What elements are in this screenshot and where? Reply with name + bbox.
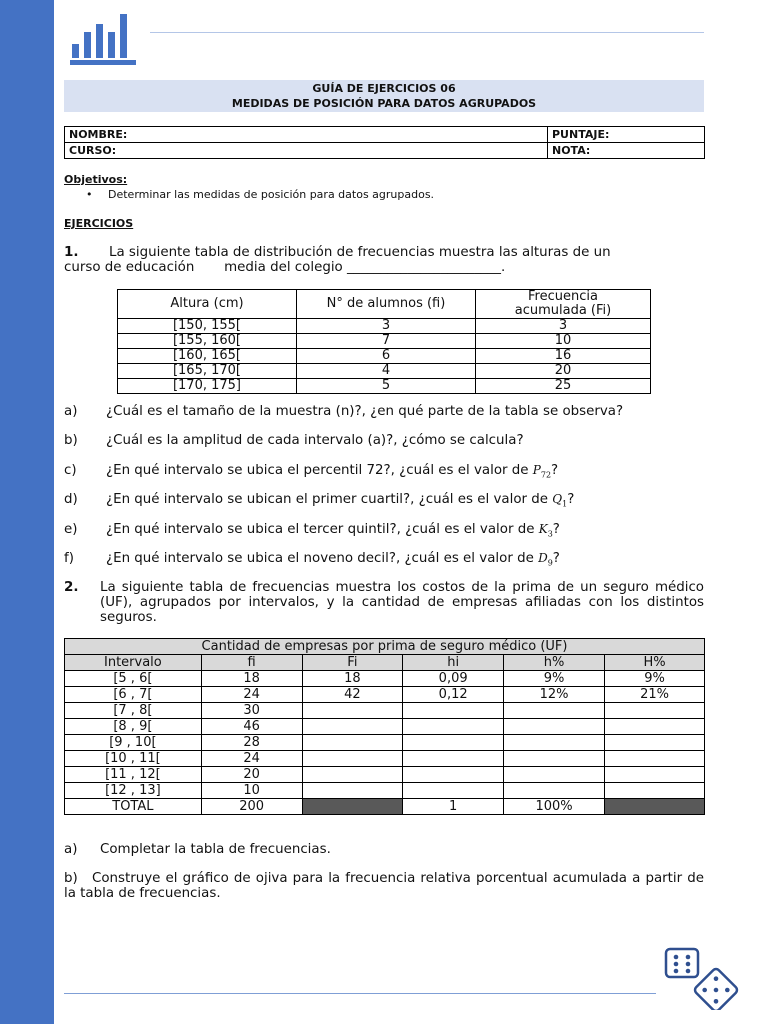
- table-cell[interactable]: [605, 703, 705, 719]
- student-info-table: [64, 126, 705, 159]
- heights-frequency-table: [117, 289, 651, 394]
- question-label: f): [64, 551, 74, 566]
- question-tail: ?: [552, 551, 560, 566]
- table-caption: Cantidad de empresas por prima de seguro médico (UF): [65, 639, 705, 655]
- table-cell: [6 , 7[: [65, 687, 202, 703]
- question-label: a): [64, 842, 78, 857]
- title-line-2: MEDIDAS DE POSICIÓN PARA DATOS AGRUPADOS: [231, 97, 537, 110]
- table-cell[interactable]: [403, 703, 504, 719]
- total-cell: [605, 799, 705, 815]
- table-row: [65, 719, 705, 735]
- table-cell: [170, 175]: [118, 379, 297, 394]
- bullet-icon: •: [86, 188, 93, 201]
- table-row: [118, 379, 651, 394]
- table-cell: [160, 165[: [118, 349, 297, 364]
- col-header: h%: [504, 655, 605, 671]
- total-cell: 1: [403, 799, 504, 815]
- math-variable: D: [538, 551, 548, 565]
- exercise-1-number: 1.: [64, 244, 79, 260]
- ejercicios-heading: EJERCICIOS: [64, 217, 134, 230]
- table-cell[interactable]: [302, 719, 403, 735]
- col-header: N° de alumnos (fi): [297, 290, 476, 319]
- table-cell[interactable]: [605, 767, 705, 783]
- table-cell[interactable]: [403, 783, 504, 799]
- ex2-question-b: [64, 871, 704, 901]
- question-label: a): [64, 404, 78, 419]
- exercise-2-statement: [64, 579, 704, 625]
- table-cell: [150, 155[: [118, 319, 297, 334]
- table-cell[interactable]: [403, 735, 504, 751]
- table-cell[interactable]: [504, 751, 605, 767]
- table-cell: [11 , 12[: [65, 767, 202, 783]
- table-cell[interactable]: [504, 783, 605, 799]
- table-cell[interactable]: [605, 735, 705, 751]
- table-cell[interactable]: [605, 751, 705, 767]
- table-cell: 16: [476, 349, 651, 364]
- math-symbol: [552, 492, 568, 509]
- math-subscript: 3: [547, 529, 553, 539]
- dice-icon: [664, 946, 744, 1010]
- question-text: Completar la tabla de frecuencias.: [100, 842, 331, 857]
- insurance-frequency-table: [64, 638, 705, 815]
- table-row: [65, 671, 705, 687]
- table-cell[interactable]: [504, 735, 605, 751]
- footer-rule: [64, 993, 656, 994]
- table-cell[interactable]: 0,09: [403, 671, 504, 687]
- table-cell[interactable]: [302, 783, 403, 799]
- total-cell: 100%: [504, 799, 605, 815]
- table-cell[interactable]: 12%: [504, 687, 605, 703]
- nombre-field[interactable]: NOMBRE:: [65, 127, 548, 143]
- objetivo-text: Determinar las medidas de posición para datos agrupados.: [108, 188, 435, 201]
- question-label: c): [64, 463, 77, 478]
- table-cell: 10: [476, 334, 651, 349]
- col-header: hi: [403, 655, 504, 671]
- table-cell: [155, 160[: [118, 334, 297, 349]
- col-header: Intervalo: [65, 655, 202, 671]
- col-header: H%: [605, 655, 705, 671]
- question-tail: ?: [567, 492, 575, 507]
- question-text: ¿En qué intervalo se ubica el tercer quintil?, ¿cuál es el valor de: [106, 522, 539, 537]
- table-cell: 30: [201, 703, 302, 719]
- table-cell[interactable]: [403, 767, 504, 783]
- total-cell: 200: [201, 799, 302, 815]
- table-cell[interactable]: [504, 703, 605, 719]
- table-cell[interactable]: [504, 719, 605, 735]
- exercise-2-text: La siguiente tabla de frecuencias muestra los costos de la prima de un seguro médico (UF), agrupados por intervalos, y la cantidad de empresas afiliadas con los distintos seguros.: [100, 580, 704, 625]
- table-cell[interactable]: 9%: [504, 671, 605, 687]
- math-variable: Q: [552, 492, 563, 506]
- col-header: fi: [201, 655, 302, 671]
- table-cell[interactable]: 42: [302, 687, 403, 703]
- table-cell: 20: [201, 767, 302, 783]
- table-cell: 25: [476, 379, 651, 394]
- table-cell[interactable]: 21%: [605, 687, 705, 703]
- question-text: ¿Cuál es la amplitud de cada intervalo (a)?, ¿cómo se calcula?: [106, 433, 524, 448]
- puntaje-field[interactable]: PUNTAJE:: [548, 127, 705, 143]
- question-label: d): [64, 492, 78, 507]
- table-cell: [12 , 13]: [65, 783, 202, 799]
- math-subscript: 1: [562, 499, 568, 509]
- table-cell[interactable]: [504, 767, 605, 783]
- math-symbol: [538, 522, 553, 539]
- table-cell: [9 , 10[: [65, 735, 202, 751]
- table-cell: 7: [297, 334, 476, 349]
- table-cell: 24: [201, 687, 302, 703]
- question-tail: ?: [552, 522, 560, 537]
- table-cell: 5: [297, 379, 476, 394]
- total-row: [65, 799, 705, 815]
- table-row: [65, 783, 705, 799]
- table-cell: [8 , 9[: [65, 719, 202, 735]
- table-row: [118, 319, 651, 334]
- question-text: ¿En qué intervalo se ubican el primer cuartil?, ¿cuál es el valor de: [106, 492, 553, 507]
- question-tail: ?: [551, 463, 559, 478]
- table-cell: 10: [201, 783, 302, 799]
- table-cell[interactable]: [605, 719, 705, 735]
- math-symbol: [532, 463, 552, 480]
- table-cell[interactable]: [403, 751, 504, 767]
- table-cell[interactable]: 9%: [605, 671, 705, 687]
- question-label: e): [64, 522, 78, 537]
- question-a: [64, 404, 623, 419]
- question-label: b): [64, 433, 78, 448]
- table-cell[interactable]: 18: [302, 671, 403, 687]
- table-row: [118, 334, 651, 349]
- table-row: [65, 703, 705, 719]
- table-cell: 3: [476, 319, 651, 334]
- table-row: [65, 751, 705, 767]
- left-sidebar-bar: [0, 0, 54, 1024]
- header-rule: [150, 32, 704, 33]
- question-d: [64, 492, 574, 511]
- table-cell: 24: [201, 751, 302, 767]
- table-cell[interactable]: [605, 783, 705, 799]
- table-row: [65, 735, 705, 751]
- nota-field[interactable]: NOTA:: [548, 143, 705, 159]
- table-cell: 18: [201, 671, 302, 687]
- exercise-1-statement: [64, 245, 704, 275]
- math-symbol: [538, 551, 553, 568]
- question-c: [64, 463, 558, 482]
- col-header: Frecuencia acumulada (Fi): [476, 290, 651, 319]
- table-cell: 3: [297, 319, 476, 334]
- table-cell[interactable]: [302, 735, 403, 751]
- ex2-question-a: [64, 842, 704, 857]
- math-variable: K: [538, 522, 548, 536]
- table-cell: 4: [297, 364, 476, 379]
- question-text: Construye el gráfico de ojiva para la frecuencia relativa porcentual acumulada a partir de la tabla de frecuencias.: [64, 871, 704, 901]
- exercise-1-text-line2: curso de educación media del colegio _______________________.: [64, 260, 506, 275]
- col-header: Altura (cm): [118, 290, 297, 319]
- question-text: ¿En qué intervalo se ubica el percentil 72?, ¿cuál es el valor de: [106, 463, 533, 478]
- table-cell: 28: [201, 735, 302, 751]
- title-line-1: GUÍA DE EJERCICIOS 06: [312, 82, 456, 95]
- curso-field[interactable]: CURSO:: [65, 143, 548, 159]
- col-header: Fi: [302, 655, 403, 671]
- question-e: [64, 522, 560, 541]
- table-row: [65, 687, 705, 703]
- table-cell[interactable]: [302, 703, 403, 719]
- table-cell[interactable]: [403, 719, 504, 735]
- table-cell[interactable]: 0,12: [403, 687, 504, 703]
- question-text: ¿Cuál es el tamaño de la muestra (n)?, ¿en qué parte de la tabla se observa?: [106, 404, 624, 419]
- table-cell: [7 , 8[: [65, 703, 202, 719]
- math-subscript: 72: [540, 470, 552, 480]
- objetivos-heading: Objetivos:: [64, 173, 128, 186]
- table-cell: 46: [201, 719, 302, 735]
- table-cell: 20: [476, 364, 651, 379]
- table-row: [118, 349, 651, 364]
- question-text: ¿En qué intervalo se ubica el noveno decil?, ¿cuál es el valor de: [106, 551, 539, 566]
- table-cell: [165, 170[: [118, 364, 297, 379]
- table-cell: [10 , 11[: [65, 751, 202, 767]
- table-row: [118, 364, 651, 379]
- table-cell[interactable]: [302, 751, 403, 767]
- table-cell: 6: [297, 349, 476, 364]
- math-subscript: 9: [547, 558, 553, 568]
- question-f: [64, 551, 560, 570]
- table-cell: [5 , 6[: [65, 671, 202, 687]
- title-box: [64, 80, 704, 112]
- total-cell: [302, 799, 403, 815]
- question-label: b): [64, 871, 78, 886]
- exercise-2-number: 2.: [64, 579, 79, 595]
- math-variable: P: [532, 463, 541, 477]
- table-row: [65, 767, 705, 783]
- bar-chart-logo-icon: [70, 14, 138, 66]
- question-b: [64, 433, 524, 448]
- total-cell: TOTAL: [65, 799, 202, 815]
- objetivo-item: [88, 188, 434, 201]
- table-cell[interactable]: [302, 767, 403, 783]
- exercise-1-text-line1: La siguiente tabla de distribución de frecuencias muestra las alturas de un: [109, 245, 611, 260]
